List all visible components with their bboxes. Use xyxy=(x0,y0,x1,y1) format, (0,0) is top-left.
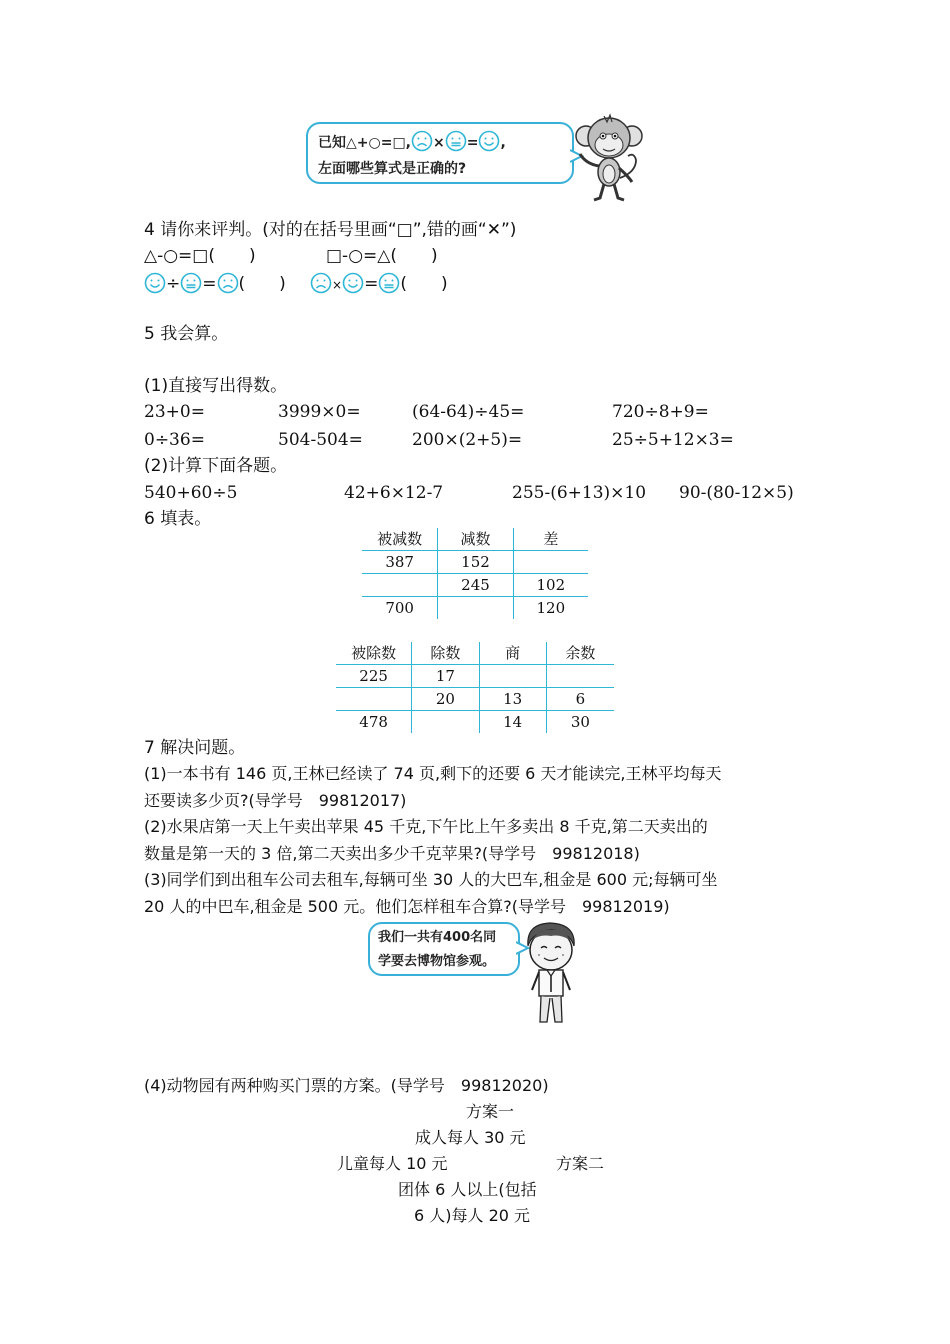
table-cell: 152 xyxy=(438,551,513,574)
plan1-title: 方案一 xyxy=(466,1102,515,1121)
bubble-line-1 xyxy=(318,130,562,156)
table-header-row xyxy=(336,642,614,665)
bubble-line-2: 左面哪些算式是正确的? xyxy=(318,161,467,177)
table-cell: 387 xyxy=(362,551,438,574)
plan2-line1: 团体 6 人以上(包括 xyxy=(398,1180,537,1199)
table-header-row xyxy=(362,528,588,551)
table-cell: 102 xyxy=(513,574,588,597)
sad-face-icon xyxy=(217,272,239,294)
answer-bracket: ( ) xyxy=(400,274,448,294)
table-header-cell: 商 xyxy=(479,642,546,665)
subtraction-table xyxy=(362,528,588,619)
table-cell[interactable] xyxy=(412,711,479,734)
answer-bracket: ( ) xyxy=(238,274,286,294)
table-cell: 14 xyxy=(479,711,546,734)
table-cell: 20 xyxy=(412,688,479,711)
table-header-cell: 差 xyxy=(513,528,588,551)
q4-item-4 xyxy=(310,272,448,297)
table-cell: 17 xyxy=(412,665,479,688)
table-cell: 6 xyxy=(546,688,614,711)
q5-expr: 720÷8+9= xyxy=(612,402,709,422)
table-header-cell: 余数 xyxy=(546,642,614,665)
plan1-line1: 成人每人 30 元 xyxy=(415,1128,526,1147)
q5-expr: 3999×0= xyxy=(278,402,361,422)
table-header-cell: 被除数 xyxy=(336,642,412,665)
q4-item-2: □-○=△( ) xyxy=(326,246,438,266)
table-row xyxy=(362,597,588,620)
table-cell: 30 xyxy=(570,713,590,731)
q7-p4-line1: (4)动物园有两种购买门票的方案。(导学号 99812020) xyxy=(144,1076,549,1095)
times-sign: × xyxy=(433,135,445,151)
equals-sign: = xyxy=(364,274,379,294)
sad-face-icon xyxy=(310,272,332,294)
q7-p2-line1: (2)水果店第一天上午卖出苹果 45 千克,下午比上午多卖出 8 千克,第二天卖出的 xyxy=(144,817,708,836)
table-header-cell: 减数 xyxy=(438,528,513,551)
q5-part1-title: (1)直接写出得数。 xyxy=(144,376,288,396)
table-cell[interactable] xyxy=(438,597,513,620)
q4-title: 4 请你来评判。(对的在括号里画“□”,错的画“✕”) xyxy=(144,220,517,240)
table-cell[interactable] xyxy=(546,665,614,688)
bubble-line-1: 我们一共有400名同 xyxy=(378,930,497,945)
boy-illustration xyxy=(520,920,582,1028)
equals-sign: = xyxy=(202,274,217,294)
table-cell[interactable] xyxy=(513,551,588,574)
q6-title: 6 填表。 xyxy=(144,509,212,529)
q7-p1-line2: 还要读多少页?(导学号 99812017) xyxy=(144,791,407,810)
table-cell: 225 xyxy=(336,665,412,688)
table-cell: 478 xyxy=(336,711,412,734)
smile-face-icon xyxy=(342,272,364,294)
table-cell: 120 xyxy=(536,599,566,617)
q5-expr: 0÷36= xyxy=(144,430,205,450)
smile-face-icon xyxy=(144,272,166,294)
table-header-cell: 除数 xyxy=(412,642,479,665)
q5-calc: 255-(6+13)×10 xyxy=(512,483,647,503)
q7-p3-line1: (3)同学们到出租车公司去租车,每辆可坐 30 人的大巴车,租金是 600 元;每辆可坐 xyxy=(144,870,718,889)
smile-face-icon xyxy=(478,130,500,152)
table-row xyxy=(336,665,614,688)
q5-calc: 540+60÷5 xyxy=(144,483,238,503)
table-row xyxy=(362,551,588,574)
divide-sign: ÷ xyxy=(166,274,181,294)
monkey-illustration xyxy=(574,112,644,204)
q4-item-1: △-○=□( ) xyxy=(144,246,256,266)
table-cell: 245 xyxy=(438,574,513,597)
table-row xyxy=(336,688,614,711)
q5-title: 5 我会算。 xyxy=(144,324,229,344)
table-row xyxy=(336,711,614,734)
neutral-face-icon xyxy=(378,272,400,294)
equals-sign: = xyxy=(466,135,479,151)
table-header-cell: 被减数 xyxy=(362,528,438,551)
plan2-title: 方案二 xyxy=(556,1154,605,1173)
q5-expr: 23+0= xyxy=(144,402,205,422)
q7-title: 7 解决问题。 xyxy=(144,738,246,758)
q5-calc: 90-(80-12×5) xyxy=(679,483,794,503)
q5-part2-title: (2)计算下面各题。 xyxy=(144,456,288,476)
sad-face-icon xyxy=(411,130,433,152)
plan2-line2: 6 人)每人 20 元 xyxy=(414,1206,531,1225)
q4-item-3 xyxy=(144,272,286,296)
q7-p3-line2: 20 人的中巴车,租金是 500 元。他们怎样租车合算?(导学号 99812019) xyxy=(144,897,670,916)
neutral-face-icon xyxy=(445,130,467,152)
table-cell[interactable] xyxy=(479,665,546,688)
table-cell[interactable] xyxy=(336,688,412,711)
times-sign: × xyxy=(332,278,343,292)
table-cell: 700 xyxy=(362,597,438,620)
table-cell: 13 xyxy=(479,688,546,711)
q5-expr: 200×(2+5)= xyxy=(412,430,523,450)
table-cell[interactable] xyxy=(362,574,438,597)
neutral-face-icon xyxy=(180,272,202,294)
q5-expr: 25÷5+12×3= xyxy=(612,430,734,450)
table-row xyxy=(362,574,588,597)
q5-expr: (64-64)÷45= xyxy=(412,402,525,422)
bubble-text: 已知△+○=□, xyxy=(318,135,411,151)
speech-bubble-monkey xyxy=(306,122,574,184)
q5-calc: 42+6×12-7 xyxy=(344,483,444,503)
division-table xyxy=(336,642,614,733)
speech-bubble-boy xyxy=(368,922,520,976)
q5-expr: 504-504= xyxy=(278,430,363,450)
q7-p2-line2: 数量是第一天的 3 倍,第二天卖出多少千克苹果?(导学号 99812018) xyxy=(144,844,640,863)
plan1-line2: 儿童每人 10 元 xyxy=(337,1154,448,1173)
bubble-line-2: 学要去博物馆参观。 xyxy=(378,954,496,969)
bubble-comma: , xyxy=(500,135,506,151)
q7-p1-line1: (1)一本书有 146 页,王林已经读了 74 页,剩下的还要 6 天才能读完,王林平均每天 xyxy=(144,764,722,783)
